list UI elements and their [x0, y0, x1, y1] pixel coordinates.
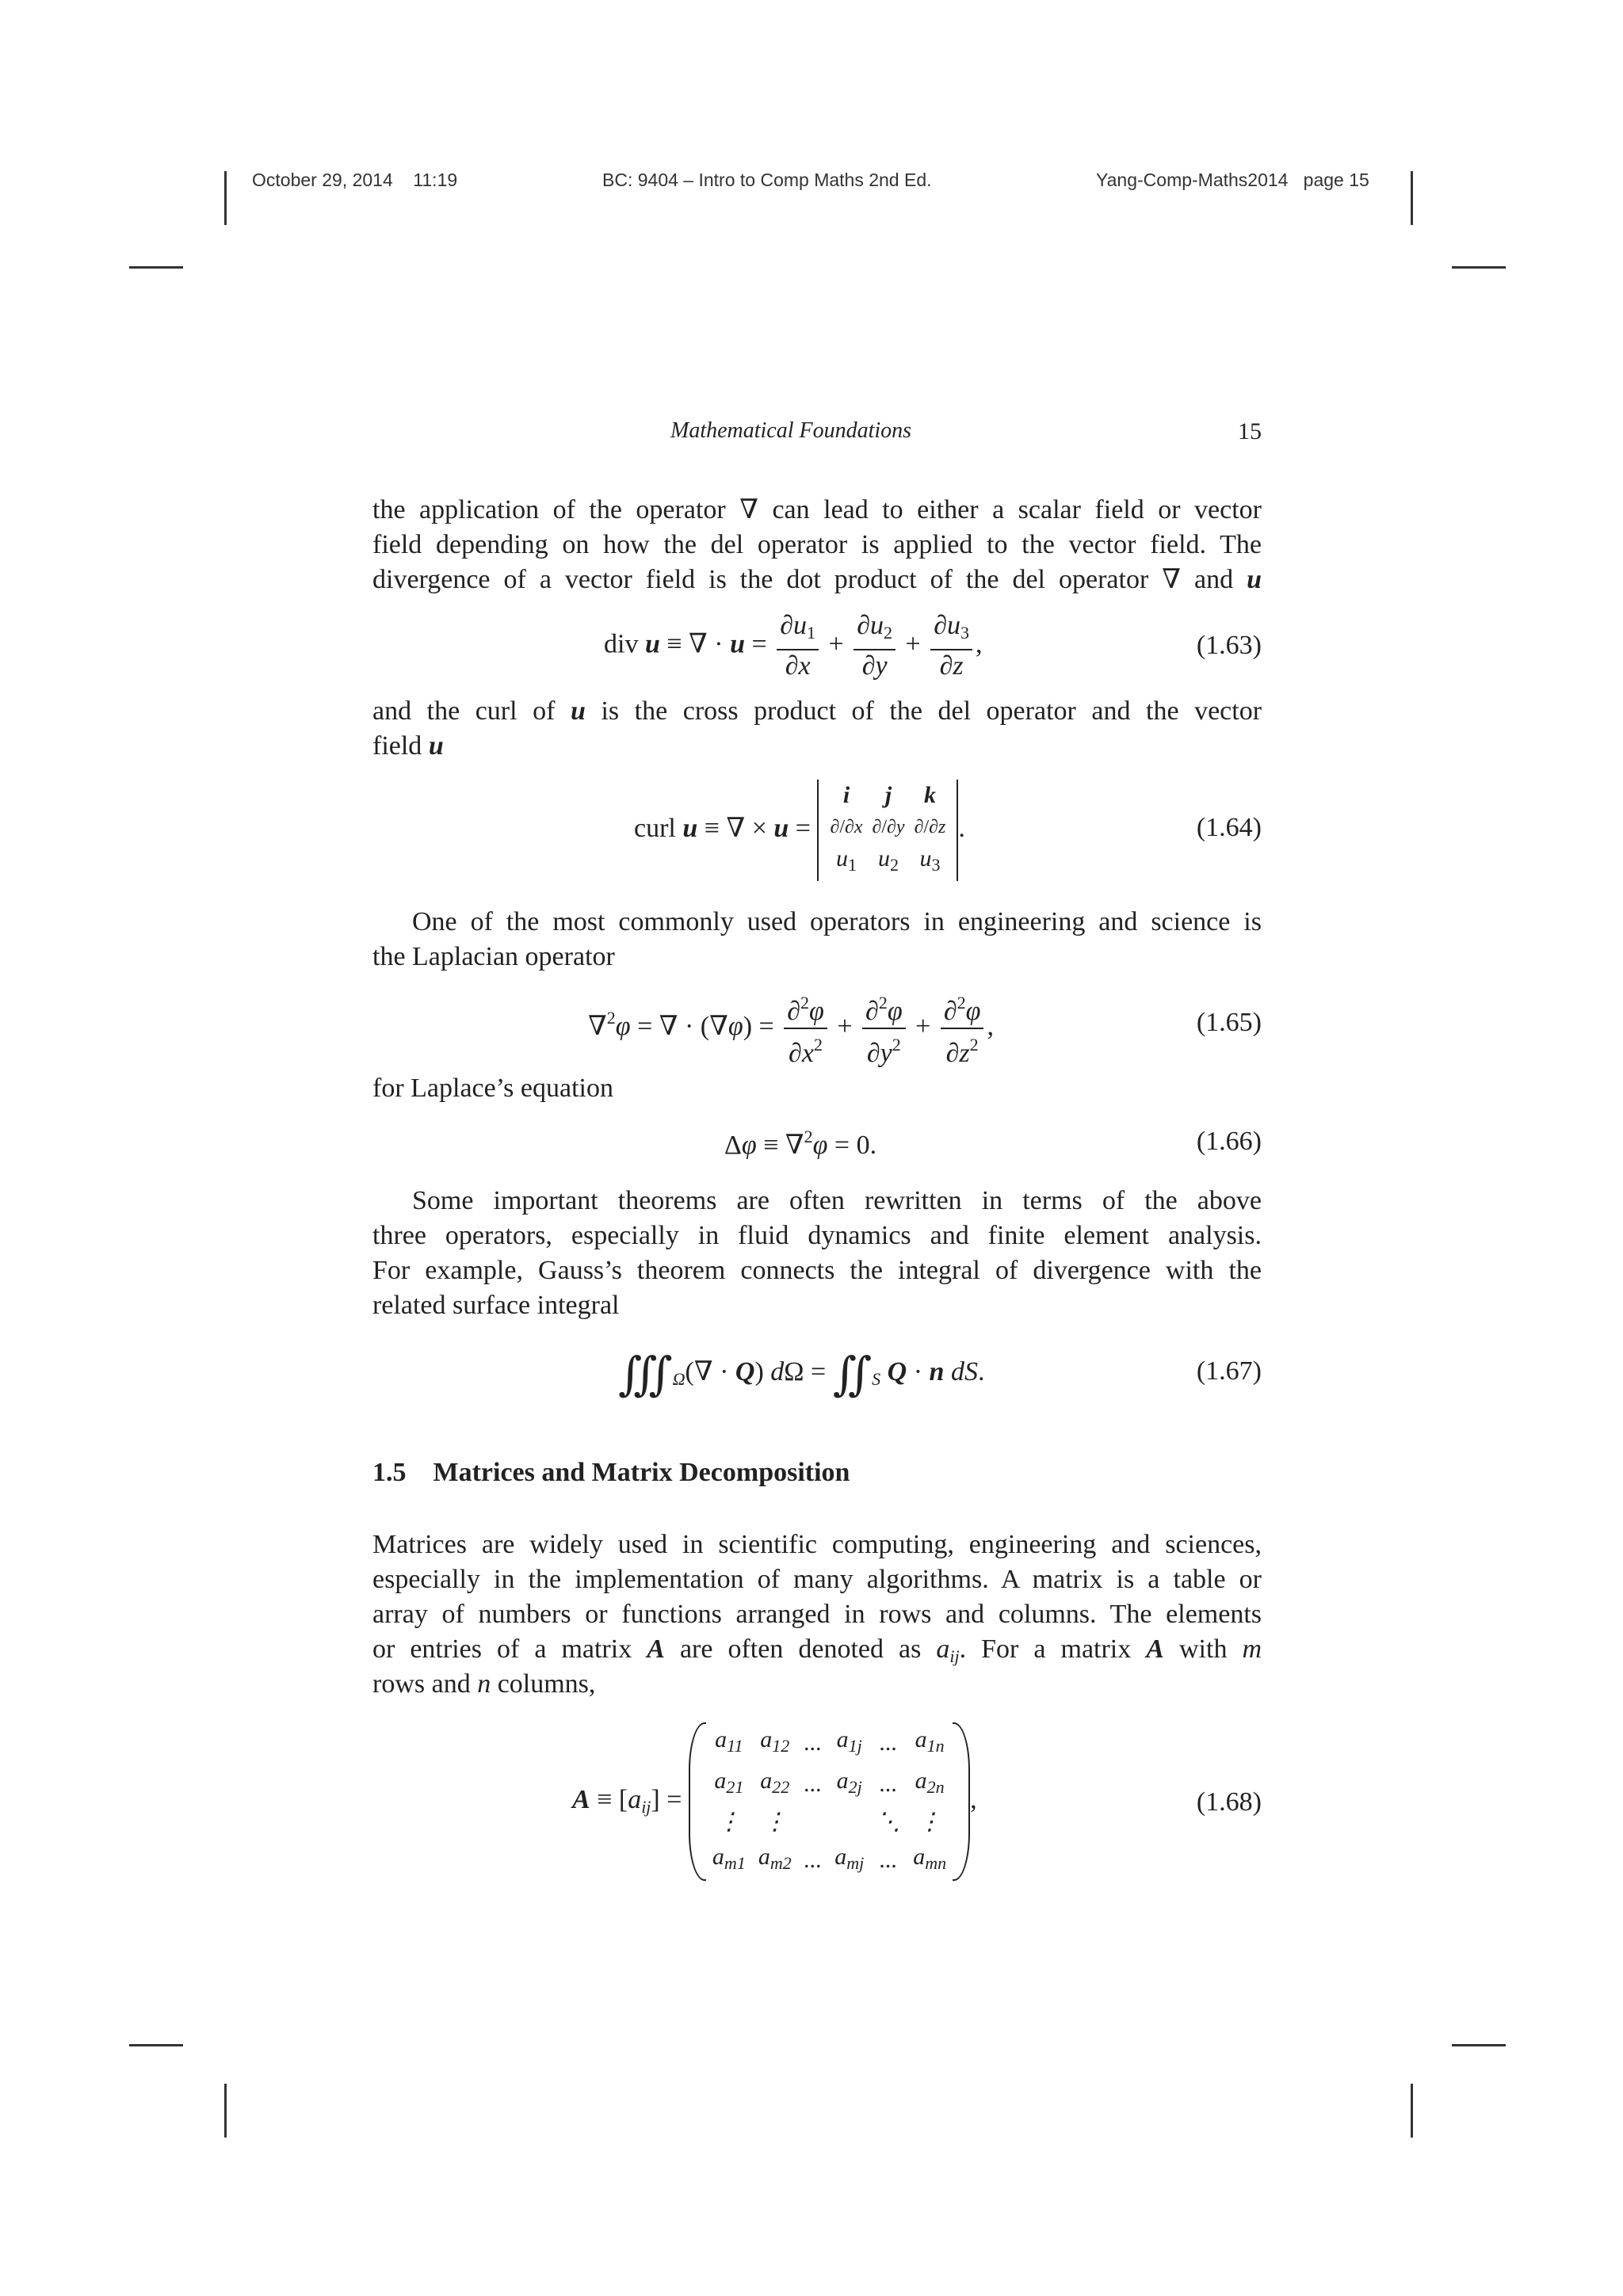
text-line: the Laplacian operator	[372, 942, 615, 971]
crop-mark-bottom-right-h	[1452, 2044, 1506, 2046]
equation-curl: curl u ≡ ∇ × u = i j k ∂/∂x ∂/∂y ∂/∂z $u_1$ $u_2$ $u_3$ .	[634, 780, 965, 881]
running-header-page: 15	[1238, 418, 1262, 444]
text-span: divergence of a vector field is the dot product of the del operator ∇ and	[372, 565, 1234, 594]
crop-mark-top-right	[1411, 171, 1413, 225]
running-header-title: Mathematical Foundations	[670, 418, 912, 443]
crop-mark-bottom-right	[1411, 2084, 1413, 2138]
text-line: or entries of a matrix A are often denoted as $a_{ij}$. For a matrix A with m	[372, 1634, 1262, 1666]
equation-laplace: Δφ ≡ ∇$^2$φ = 0.	[724, 1127, 877, 1160]
text-line: Some important theorems are often rewritten in terms of the above	[412, 1186, 1262, 1215]
text-line: For example, Gauss’s theorem connects the integral of divergence with the	[372, 1256, 1262, 1285]
text-span: . For a matrix	[959, 1634, 1132, 1664]
page-label: page 15	[1303, 170, 1369, 190]
file-text: Yang-Comp-Maths2014	[1096, 170, 1289, 190]
text-line: One of the most commonly used operators in engineering and science is	[412, 907, 1262, 936]
crop-mark-top-left-h	[129, 266, 183, 269]
paragraph-6	[372, 1527, 1262, 1702]
top-bar-book: BC: 9404 – Intro to Comp Maths 2nd Ed.	[602, 170, 932, 190]
equation-laplacian: ∇$^2$φ = ∇ · (∇φ) = $\frac{\partial^2\varphi}{\partial x^2}$ + $\frac{\partial^2\varphi}{\partial y^2}$ + $\frac{\partial^2\varphi}{\partial z^2}$ ,	[588, 987, 994, 1070]
crop-mark-top-left	[224, 171, 227, 225]
date-text: October 29, 2014	[252, 170, 393, 190]
text-span: field	[372, 731, 422, 761]
paragraph-1	[372, 493, 1262, 597]
crop-mark-bottom-left	[224, 2084, 227, 2138]
text-line: the application of the operator ∇ can lead to either a scalar field or vector	[372, 495, 1262, 524]
text-line: especially in the implementation of many algorithms. A matrix is a table or	[372, 1565, 1262, 1594]
equation-gauss: $∭_\Omega(\nabla \cdot Q) d\Omega$ = $∬_S$ Q · n dS.	[618, 1348, 985, 1400]
time-text: 11:19	[413, 170, 458, 190]
text-line: three operators, especially in fluid dynamics and finite element analysis.	[372, 1221, 1262, 1250]
text-line: and the curl of u is the cross product of the del operator and the vector	[372, 696, 1262, 726]
equation-number: (1.63)	[1196, 631, 1262, 660]
text-line: divergence of a vector field is the dot product of the del operator ∇ and u	[372, 565, 1262, 594]
text-span: and the curl of	[372, 696, 556, 726]
equation-number: (1.65)	[1196, 1008, 1262, 1037]
text-line: for Laplace’s equation	[372, 1074, 613, 1103]
text-line: rows and n columns,	[372, 1669, 596, 1699]
text-line: field depending on how the del operator is applied to the vector field. The	[372, 530, 1262, 559]
equation-number: (1.68)	[1196, 1787, 1262, 1817]
paragraph-3	[372, 905, 1262, 974]
text-line: array of numbers or functions arranged in rows and columns. The elements	[372, 1600, 1262, 1629]
equation-divergence: div u ≡ ∇ · u = $\frac{\partial u_1}{\partial x}$ + $\frac{\partial u_2}{\partial y}$ + $\frac{\partial u_3}{\partial z}$ ,	[604, 611, 983, 681]
text-line: field u	[372, 731, 444, 761]
crop-mark-bottom-left-h	[129, 2044, 183, 2046]
top-bar-date	[252, 170, 457, 191]
determinant: i j k ∂/∂x ∂/∂y ∂/∂z $u_1$ $u_2$ $u_3$	[817, 780, 958, 881]
text-span: are often denoted as	[679, 1634, 922, 1664]
crop-mark-top-right-h	[1452, 266, 1506, 269]
top-bar-file	[1096, 170, 1369, 191]
text-span: rows and	[372, 1669, 471, 1699]
equation-matrix: $A \equiv [a_{ij}]$ = $a_{11}$ $a_{12}$ ... $a_{1j}$ ... $a_{1n}$ $a_{21}$ $a_{22}$ ... $a_{2j}$ ... $a_{2n}$ ⋮ ⋮ ⋱ ⋮ $a_{m1}$ $a_{m2}$ ... $a_{mj}$ ... $a_{mn}$ ,	[572, 1722, 977, 1881]
section-heading	[372, 1458, 850, 1488]
text-span: with	[1179, 1634, 1228, 1664]
matrix: $a_{11}$ $a_{12}$ ... $a_{1j}$ ... $a_{1n}$ $a_{21}$ $a_{22}$ ... $a_{2j}$ ... $a_{2n}$ ⋮ ⋮ ⋱ ⋮ $a_{m1}$ $a_{m2}$ ... $a_{mj}$ ... $a_{mn}$	[689, 1722, 970, 1881]
text-line: Matrices are widely used in scientific computing, engineering and sciences,	[372, 1530, 1262, 1559]
paragraph-4	[372, 1071, 1262, 1106]
section-title: Matrices and Matrix Decomposition	[433, 1458, 850, 1487]
text-line: related surface integral	[372, 1291, 620, 1320]
equation-number: (1.66)	[1196, 1127, 1262, 1156]
equation-number: (1.67)	[1196, 1356, 1262, 1386]
section-number: 1.5	[372, 1458, 407, 1487]
equation-number: (1.64)	[1196, 813, 1262, 842]
paragraph-2	[372, 694, 1262, 764]
text-span: or entries of a matrix	[372, 1634, 632, 1664]
text-span: columns,	[497, 1669, 596, 1699]
paragraph-5	[372, 1184, 1262, 1323]
text-span: is the cross product of the del operator and the vector	[601, 696, 1262, 726]
